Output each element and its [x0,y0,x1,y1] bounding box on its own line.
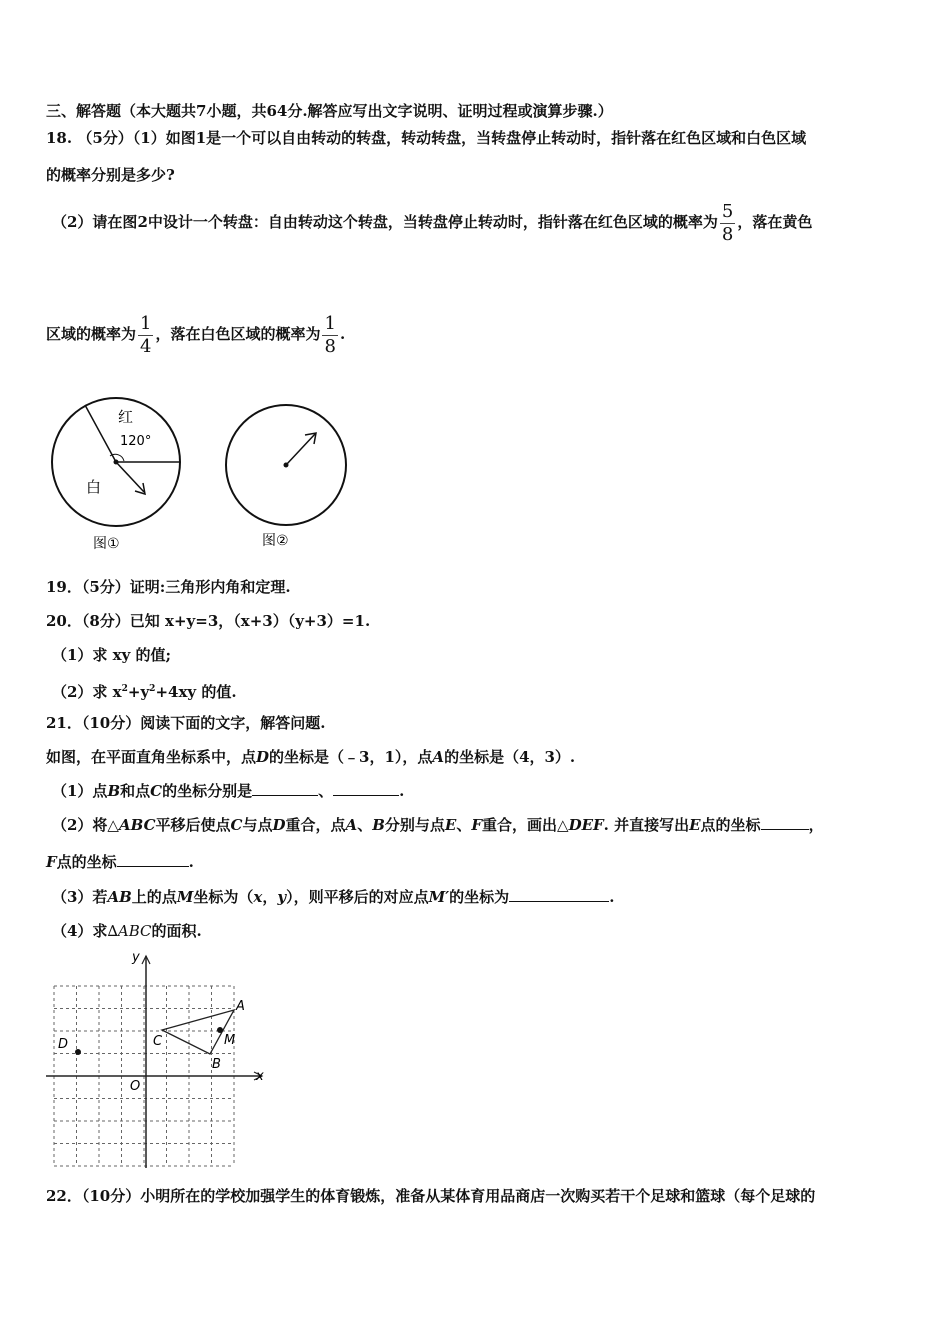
q21-part1 [52,781,404,801]
q18-part2-line2 [46,311,345,358]
fraction-white-num: 1 [324,312,336,334]
q18-part1-line1 [46,128,806,148]
triangle-abc-label: ABC [118,816,156,834]
q20-part2-pre: （2）求 x [52,683,122,701]
spinner-1-red-label: 红 [118,408,134,426]
point-e-label: E [444,816,457,834]
q21-p1-a: （1）点 [52,782,108,800]
q18-part2-text-b-start: 区域的概率为 [46,325,137,343]
q21-p2-j: ， [808,816,824,834]
q21-p4-b: 的面积. [151,922,202,940]
q21-p3-b: 上的点 [131,888,177,906]
answer-blank-b[interactable] [252,781,318,796]
q21-p2-b: 平移后使点 [155,816,231,834]
var-y: y [277,888,287,906]
q21-p2-k: 点的坐标 [56,853,117,871]
point-m-dot [217,1027,223,1033]
q18-part1-text-a: （1）如图1是一个可以自由转动的转盘，转动转盘，当转盘停止转动时，指针落在红色区域和白色区域 [132,129,807,147]
q21-given-b: 的坐标是（﹣3，1），点 [269,748,433,766]
q18-part2-text-a-end: ，落在黄色 [737,213,813,231]
fraction-red-den: 8 [721,223,734,245]
figure-2-caption: 图② [262,533,289,549]
q21-p2-a: （2）将△ [52,816,119,834]
q21-p2-end: . [188,853,194,871]
point-d-label: D [256,748,270,766]
answer-blank-c[interactable] [333,781,399,796]
origin-label: O [130,1079,141,1094]
answer-blank-m-prime[interactable] [509,887,609,902]
fraction-yellow-den: 4 [140,335,152,357]
fraction-red [720,201,735,246]
q21-p2-d: 重合，点 [285,816,346,834]
q21-given-a: 如图，在平面直角坐标系中，点 [46,748,257,766]
point-f-label: F [471,816,483,834]
fraction-red-num: 5 [721,200,734,222]
q21-p1-b: 和点 [120,782,151,800]
section-heading: 三、解答题（本大题共7小题，共64分.解答应写出文字说明、证明过程或演算步骤.） [46,102,613,120]
q21-p3-end: . [609,888,615,906]
q21-p1-end: . [399,782,405,800]
q18-part2-text-b-mid: ，落在白色区域的概率为 [155,325,321,343]
point-a-label: A [345,816,358,834]
point-d-label: D [272,816,286,834]
q21-part4 [52,921,202,941]
q21-part2-line2 [46,852,194,872]
spinner-figures [40,390,370,560]
q20-part2 [52,679,237,702]
q21-given-c: 的坐标是（4，3）. [444,748,576,766]
x-axis-label: x [256,1069,264,1084]
spinner-1-pointer [116,462,144,492]
point-b-label: B [372,816,385,834]
q21-p4-a: （4）求 [52,922,108,940]
q18-part2-text-b-end: . [339,325,346,343]
q21-p2-f: 分别与点 [384,816,445,834]
q18-score: （5分） [77,129,133,147]
q18-part2-text-a: （2）请在图2中设计一个转盘：自由转动这个转盘，当转盘停止转动时，指针落在红色区域的概率为 [52,213,718,231]
triangle-abc-symbol: ∆ABC [107,922,152,940]
q21-p2-g: 重合，画出△ [482,816,569,834]
point-e-label: E [689,816,701,834]
point-d-dot [75,1049,81,1055]
spinner-1-divider-upper [85,405,116,462]
q21-p3-d: ），则平移后的对应点 [286,888,429,906]
graph-label-c: C [153,1034,163,1049]
q21-p1-sep: 、 [318,782,334,800]
q21-p2-i: 点的坐标 [700,816,761,834]
q18-part1-line2: 的概率分别是多少? [46,166,175,184]
point-m-label: M [176,888,194,906]
q21-p2-e: 、 [357,816,373,834]
figure-1-caption: 图① [93,536,120,552]
q21-p3-a: （3）若 [52,888,108,906]
q20-part2-post: +4xy 的值. [155,683,237,701]
q21-part2-line1 [52,815,824,835]
graph-label-m: M [224,1033,236,1048]
q18-number: 18. [46,129,73,147]
spinner-1-angle-label: 120° [120,434,152,449]
answer-blank-f[interactable] [117,852,189,867]
answer-blank-e[interactable] [761,815,809,830]
point-b-label: B [107,782,121,800]
point-c-label: C [150,782,163,800]
spinner-2-center [284,463,289,468]
spinner-1-center [114,460,119,465]
q20-part2-mid: +y [127,683,150,701]
q21-p3-c: 坐标为（ [193,888,254,906]
q21-p3-comma: ， [262,888,278,906]
coordinate-graph [40,948,280,1173]
graph-label-d: D [58,1037,69,1052]
q20-part2-exponent-2: 2 [149,684,156,694]
q20-part2-exponent-1: 2 [121,684,128,694]
point-a-label: A [432,748,445,766]
q20-part1: （1）求 xy 的值; [52,646,172,664]
q21-p2-c: 与点 [242,816,273,834]
fraction-white [322,313,337,358]
fraction-yellow-num: 1 [140,312,152,334]
y-axis-label: y [132,950,140,965]
fraction-white-den: 8 [324,335,336,357]
q21-p2-h: . 并直接写出 [603,816,690,834]
spinner-2-pointer [286,434,315,465]
segment-ab-label: AB [107,888,132,906]
point-m-prime-label: M′ [428,888,450,906]
q18-part2-line1 [52,199,812,246]
q22-text: 22．（10分）小明所在的学校加强学生的体育锻炼，准备从某体育用品商店一次购买若干个足球和篮球（每个足球的 [46,1187,816,1205]
q19-text: 19．（5分）证明:三角形内角和定理. [46,578,291,596]
triangle-def-label: DEF [568,816,604,834]
var-x: x [253,888,263,906]
q21-given [46,747,575,767]
q21-p2-e-sep: 、 [456,816,472,834]
q21-p1-c: 的坐标分别是 [162,782,253,800]
q21-p3-e: 的坐标为 [449,888,510,906]
q21-intro: 21．（10分）阅读下面的文字，解答问题. [46,714,326,732]
point-f-label: F [46,853,57,871]
fraction-yellow [138,313,153,358]
q21-part3 [52,887,614,907]
point-c-label: C [230,816,243,834]
graph-label-b: B [212,1057,221,1072]
graph-label-a: A [236,999,245,1014]
q20-text: 20．（8分）已知 x+y=3，（x+3）（y+3）=1. [46,612,371,630]
spinner-1-white-label: 白 [86,478,102,496]
